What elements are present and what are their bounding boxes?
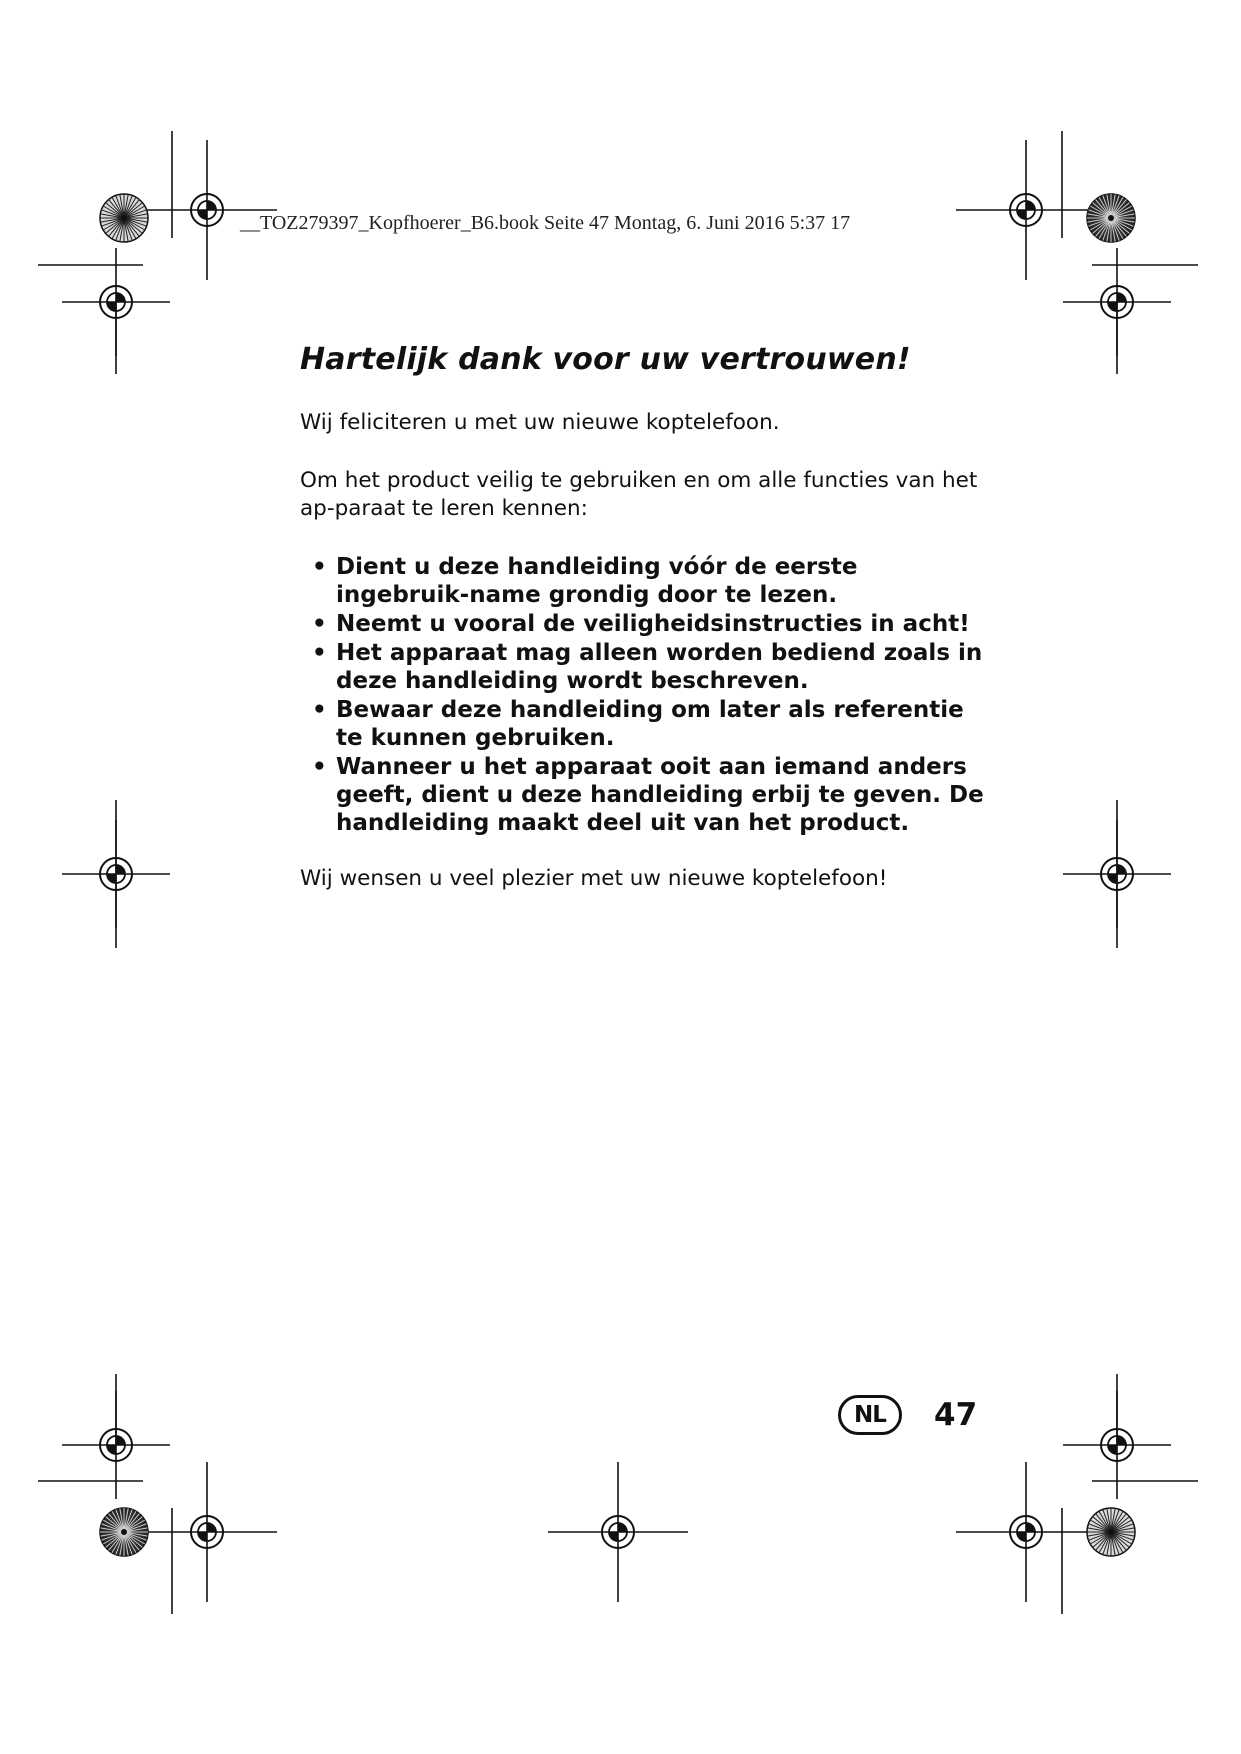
registration-mark-icon xyxy=(137,1462,277,1602)
lead-paragraph: Om het product veilig te gebruiken en om alle functies van het ap-paraat te leren kennen: xyxy=(300,468,978,521)
instruction-item xyxy=(300,753,990,837)
bullet-icon: • xyxy=(312,640,327,666)
page-title: Hartelijk dank voor uw vertrouwen! xyxy=(300,342,911,377)
instruction-item xyxy=(300,553,990,609)
bullet-icon: • xyxy=(312,754,327,780)
registration-mark-icon xyxy=(548,1462,688,1602)
page-footer xyxy=(838,1392,977,1438)
instruction-text: Bewaar deze handleiding om later als referentie te kunnen gebruiken. xyxy=(336,697,964,751)
instruction-text: Neemt u vooral de veiligheidsinstructies in acht! xyxy=(336,611,970,637)
bullet-icon: • xyxy=(312,697,327,723)
star-target-icon xyxy=(100,194,148,242)
instruction-list xyxy=(300,553,990,837)
instruction-text: Het apparaat mag alleen worden bediend zoals in deze handleiding wordt beschreven. xyxy=(336,640,983,694)
star-target-icon xyxy=(100,1508,148,1556)
print-slug-line: __TOZ279397_Kopfhoerer_B6.book Seite 47 Montag, 6. Juni 2016 5:37 17 xyxy=(240,212,851,234)
instruction-item xyxy=(300,696,990,752)
bullet-icon: • xyxy=(312,611,327,637)
instruction-text: Dient u deze handleiding vóór de eerste ingebruik-name grondig door te lezen. xyxy=(336,554,858,608)
star-target-icon xyxy=(1087,1508,1135,1556)
registration-mark-icon xyxy=(137,140,277,280)
instruction-item xyxy=(300,610,990,638)
instruction-text: Wanneer u het apparaat ooit aan iemand anders geeft, dient u deze handleiding erbij te geven. De handleiding maakt deel uit van het product. xyxy=(336,754,984,836)
registration-mark-icon xyxy=(956,140,1096,280)
closing-paragraph: Wij wensen u veel plezier met uw nieuwe koptelefoon! xyxy=(300,866,888,891)
registration-mark-icon xyxy=(956,1462,1096,1602)
bullet-icon: • xyxy=(312,554,327,580)
star-target-icon xyxy=(1087,194,1135,242)
instruction-item xyxy=(300,639,990,695)
main-content xyxy=(300,342,990,923)
language-badge: NL xyxy=(838,1395,902,1435)
page-number: 47 xyxy=(934,1397,978,1433)
intro-paragraph: Wij feliciteren u met uw nieuwe koptelefoon. xyxy=(300,410,780,435)
